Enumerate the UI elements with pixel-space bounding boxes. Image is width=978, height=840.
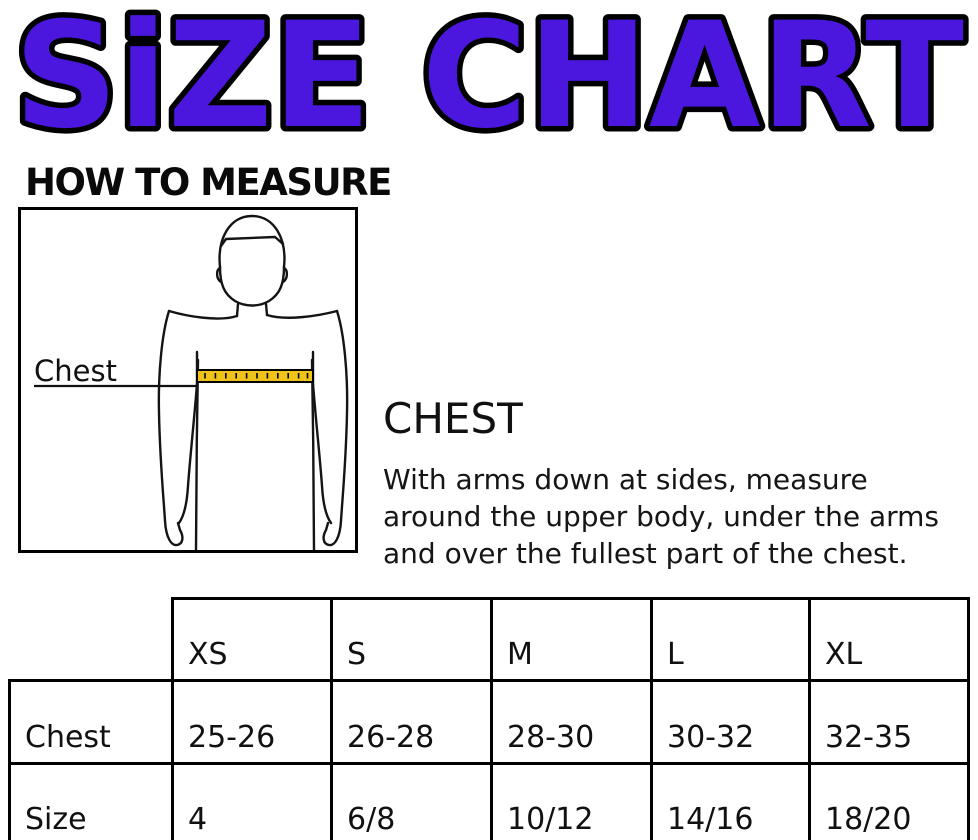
chest-value-xs: 25-26 (173, 681, 332, 764)
size-table-header-row (10, 599, 969, 681)
chest-instructions (383, 394, 978, 572)
size-value-l: 14/16 (652, 764, 810, 840)
how-to-measure-heading: HOW TO MEASURE (25, 161, 391, 204)
size-value-xs: 4 (173, 764, 332, 840)
size-value-xl: 18/20 (810, 764, 969, 840)
body-figure (21, 210, 355, 550)
size-chart-title (0, 0, 978, 152)
chest-instructions-body (383, 461, 978, 572)
col-header-l: L (652, 599, 810, 681)
row-label-chest: Chest (10, 681, 173, 764)
chest-instructions-line: and over the fullest part of the chest. (383, 537, 908, 570)
col-header-m: M (492, 599, 652, 681)
size-table-size-row (10, 764, 969, 840)
size-table (8, 597, 970, 840)
size-value-s: 6/8 (332, 764, 492, 840)
size-table-chest-row (10, 681, 969, 764)
col-header-xs: XS (173, 599, 332, 681)
size-chart-title-text: SiZE CHART (14, 0, 964, 152)
chest-instructions-line: With arms down at sides, measure (383, 463, 868, 496)
chest-instructions-heading: CHEST (383, 394, 523, 443)
chest-instructions-line: around the upper body, under the arms (383, 500, 939, 533)
measuring-tape-band (197, 370, 313, 382)
chest-value-xl: 32-35 (810, 681, 969, 764)
chest-value-m: 28-30 (492, 681, 652, 764)
chest-diagram-label: Chest (34, 354, 117, 388)
col-header-s: S (332, 599, 492, 681)
row-label-size: Size (10, 764, 173, 840)
measurement-diagram (18, 207, 358, 553)
chest-value-l: 30-32 (652, 681, 810, 764)
chest-value-s: 26-28 (332, 681, 492, 764)
col-header-xl: XL (810, 599, 969, 681)
size-value-m: 10/12 (492, 764, 652, 840)
size-table-corner-cell (10, 599, 173, 681)
measuring-tape (197, 370, 313, 382)
